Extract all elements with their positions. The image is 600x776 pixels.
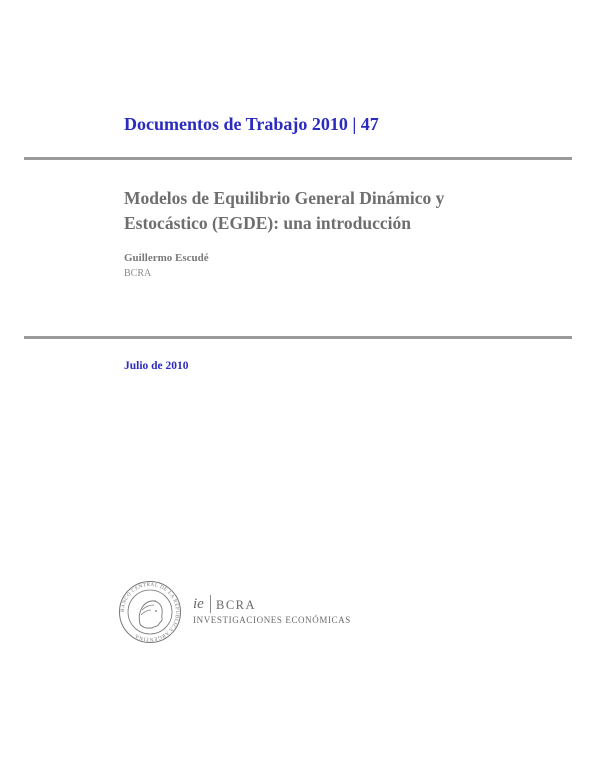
top-divider — [24, 157, 572, 160]
document-title-line-1: Modelos de Equilibrio General Dinámico y — [124, 188, 445, 208]
logo-separator — [210, 595, 211, 613]
logo-ie-mark: ie — [193, 596, 204, 612]
series-title: Documentos de Trabajo 2010 | 47 — [124, 114, 379, 134]
bcra-seal-icon — [118, 580, 182, 644]
publication-date: Julio de 2010 — [124, 360, 189, 372]
author-name: Guillermo Escudé — [124, 252, 209, 264]
svg-text:BANCO CENTRAL DE LA REPUBLICA — [120, 582, 180, 642]
bottom-divider — [24, 336, 572, 339]
logo-bcra-text: BCRA — [216, 598, 257, 612]
document-title-line-2: Estocástico (EGDE): una introducción — [124, 213, 411, 233]
logo-subtitle: INVESTIGACIONES ECONÓMICAS — [193, 615, 351, 625]
document-title — [124, 186, 544, 236]
author-affiliation: BCRA — [124, 268, 152, 279]
seal-text: BANCO CENTRAL DE LA REPUBLICA ARGENTINA — [119, 581, 181, 643]
